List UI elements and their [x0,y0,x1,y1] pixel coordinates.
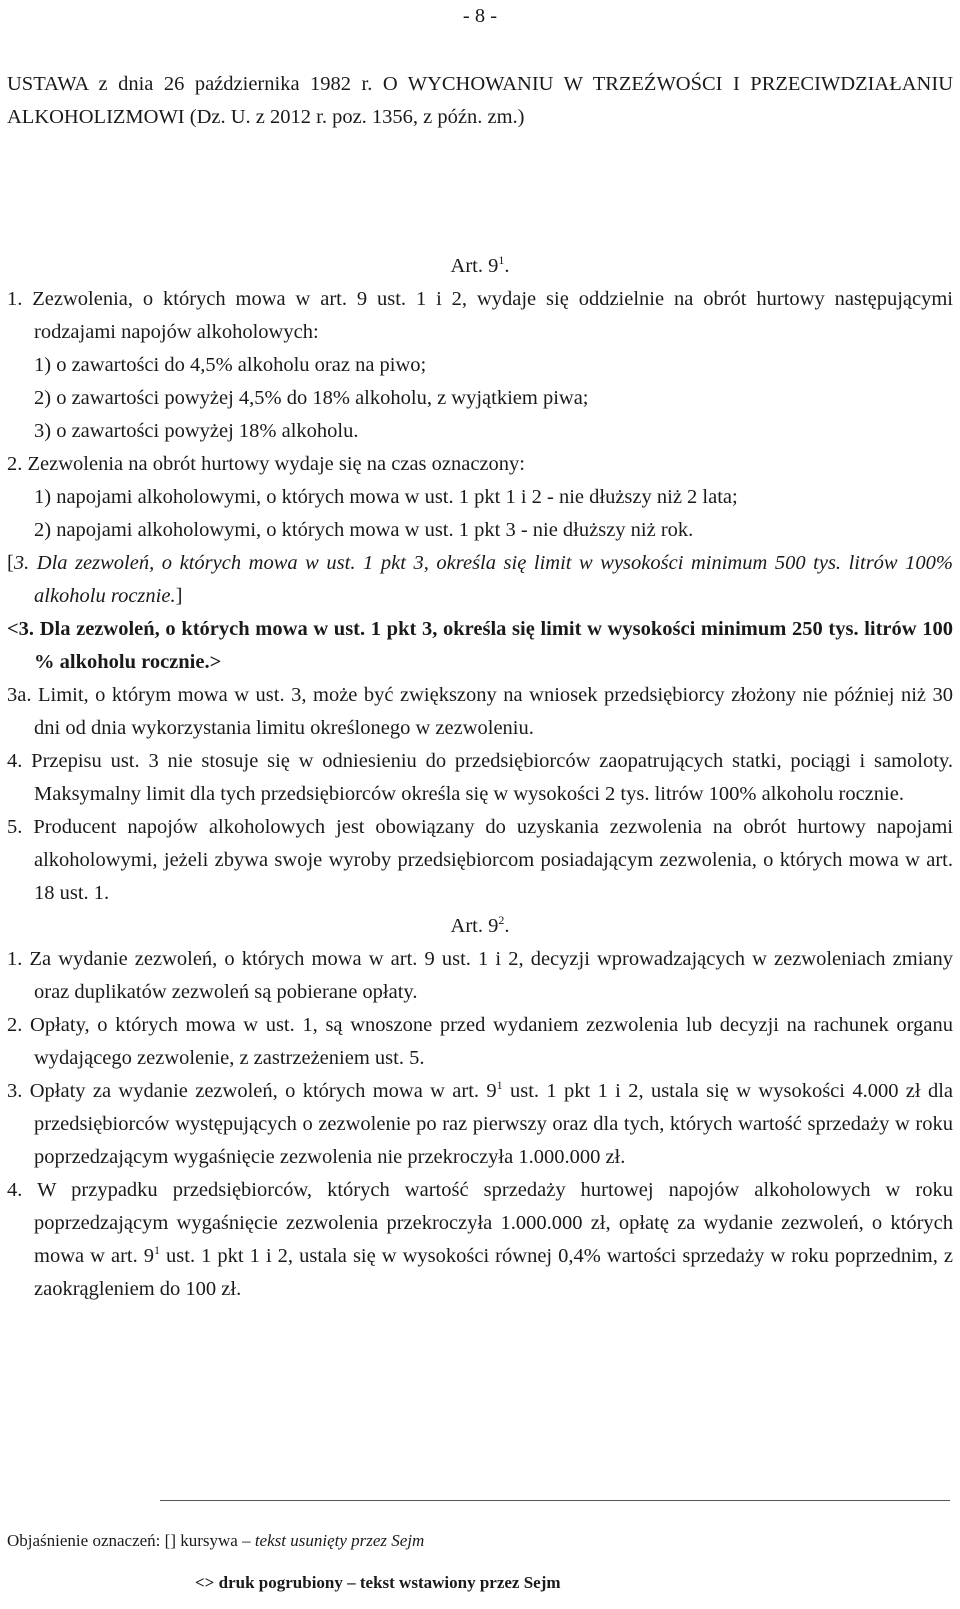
art91-paragraph-3-added: <3. Dla zezwoleń, o których mowa w ust. 1 pkt 3, określa się limit w wysokości minimum 250 tys. litrów 100 % alkoholu rocznie.> [7,618,953,673]
page-number: - 8 - [462,5,498,27]
art91-paragraph-4: 4. Przepisu ust. 3 nie stosuje się w odniesieniu do przedsiębiorców zaopatrujących statki, pociągi i samoloty. Maksymalny limit dla tych przedsiębiorców określa się w wysokości 2 tys. litrów 100% alkoholu rocznie. [7,750,953,805]
item-text: 1) napojami alkoholowymi, o których mowa w ust. 1 pkt 1 i 2 - nie dłuższy niż 2 lata; [34,486,738,508]
heading-superscript: 1 [498,253,505,268]
article-9-2-heading [7,910,953,943]
art92-paragraph-3 [7,1075,953,1174]
legend-removed-key: [] kursywa – [164,1531,255,1550]
text-part: 3. Opłaty za wydanie zezwoleń, o których mowa w art. 9 [7,1080,497,1102]
item-text: 3) o zawartości powyżej 18% alkoholu. [34,420,359,442]
item-text: 1) o zawartości do 4,5% alkoholu oraz na piwo; [34,354,427,376]
heading-text: Art. 9 [450,915,499,937]
art91-p2-item-1 [7,481,953,514]
legend-line-2: <> druk pogrubiony – tekst wstawiony przez Sejm [195,1573,561,1592]
legend [7,1520,953,1604]
art91-paragraph-2: 2. Zezwolenia na obrót hurtowy wydaje się na czas oznaczony: [7,453,525,475]
art92-paragraph-4 [7,1174,953,1306]
art91-p1-item-2 [7,382,953,415]
legend-label: Objaśnienie oznaczeń: [7,1531,161,1550]
heading-end: . [504,255,510,277]
legend-removed-desc: tekst usunięty przez Sejm [254,1531,425,1550]
art91-p1-item-3 [7,415,953,448]
heading-text: Art. 9 [450,255,499,277]
art91-paragraph-3-removed [7,547,953,613]
art92-paragraph-2: 2. Opłaty, o których mowa w ust. 1, są wnoszone przed wydaniem zezwolenia lub decyzji na rachunek organu wydającego zezwolenie, z zastrzeżeniem ust. 5. [7,1014,953,1069]
heading-superscript: 2 [498,913,505,928]
item-text: 2) o zawartości powyżej 4,5% do 18% alkoholu, z wyjątkiem piwa; [34,387,589,409]
art92-paragraph-1: 1. Za wydanie zezwoleń, o których mowa w art. 9 ust. 1 i 2, decyzji wprowadzających w zezwoleniach zmiany oraz duplikatów zezwoleń są pobierane opłaty. [7,948,953,1003]
superscript: 1 [496,1078,503,1093]
act-title: USTAWA z dnia 26 października 1982 r. O WYCHOWANIU W TRZEŹWOŚCI I PRZECIWDZIAŁANIU ALKOHOLIZMOWI (Dz. U. z 2012 r. poz. 1356, z późn. zm.) [7,73,953,128]
footer-divider [160,1500,950,1501]
bracket-open: [ [7,552,14,574]
article-9-1-heading [7,250,953,283]
legend-line-1 [7,1520,953,1562]
removed-text: 3. Dla zezwoleń, o których mowa w ust. 1 pkt 3, określa się limit w wysokości minimum 500 tys. litrów 100% alkoholu rocznie. [13,552,953,607]
art91-p1-item-1 [7,349,953,382]
item-text: 2) napojami alkoholowymi, o których mowa w ust. 1 pkt 3 - nie dłuższy niż rok. [34,519,694,541]
text-part: ust. 1 pkt 1 i 2, ustala się w wysokości równej 0,4% wartości sprzedaży w roku poprzednim, z zaokrągleniem do 100 zł. [34,1245,953,1300]
heading-end: . [504,915,510,937]
art91-paragraph-5: 5. Producent napojów alkoholowych jest obowiązany do uzyskania zezwolenia na obrót hurtowy napojami alkoholowymi, jeżeli zbywa swoje wyroby przedsiębiorcom posiadającym zezwolenia, o których mowa w art. 18 ust. 1. [7,816,953,904]
art91-paragraph-3a: 3a. Limit, o którym mowa w ust. 3, może być zwiększony na wniosek przedsiębiorcy złożony nie później niż 30 dni od dnia wykorzystania limitu określonego w zezwoleniu. [7,684,953,739]
art91-paragraph-1: 1. Zezwolenia, o których mowa w art. 9 ust. 1 i 2, wydaje się oddzielnie na obrót hurtowy następującymi rodzajami napojów alkoholowych: [7,288,953,343]
bracket-close: ] [175,585,183,607]
text-part: 4. W przypadku przedsiębiorców, których wartość sprzedaży hurtowej napojów alkoholowych w roku poprzedzającym wygaśnięcie zezwolenia przekroczyła 1.000.000 zł, opłatę za wydanie zezwoleń, o których mowa w art. 9 [7,1179,953,1267]
art91-p2-item-2 [7,514,953,547]
text-part: ust. 1 pkt 1 i 2, ustala się w wysokości 4.000 zł dla przedsiębiorców występujących o zezwolenie po raz pierwszy oraz dla tych, których wartość sprzedaży w roku poprzedzającym wygaśnięcie zezwolenia nie przekroczyła 1.000.000 zł. [34,1080,953,1168]
document-body [7,250,953,1306]
superscript: 1 [154,1243,161,1258]
